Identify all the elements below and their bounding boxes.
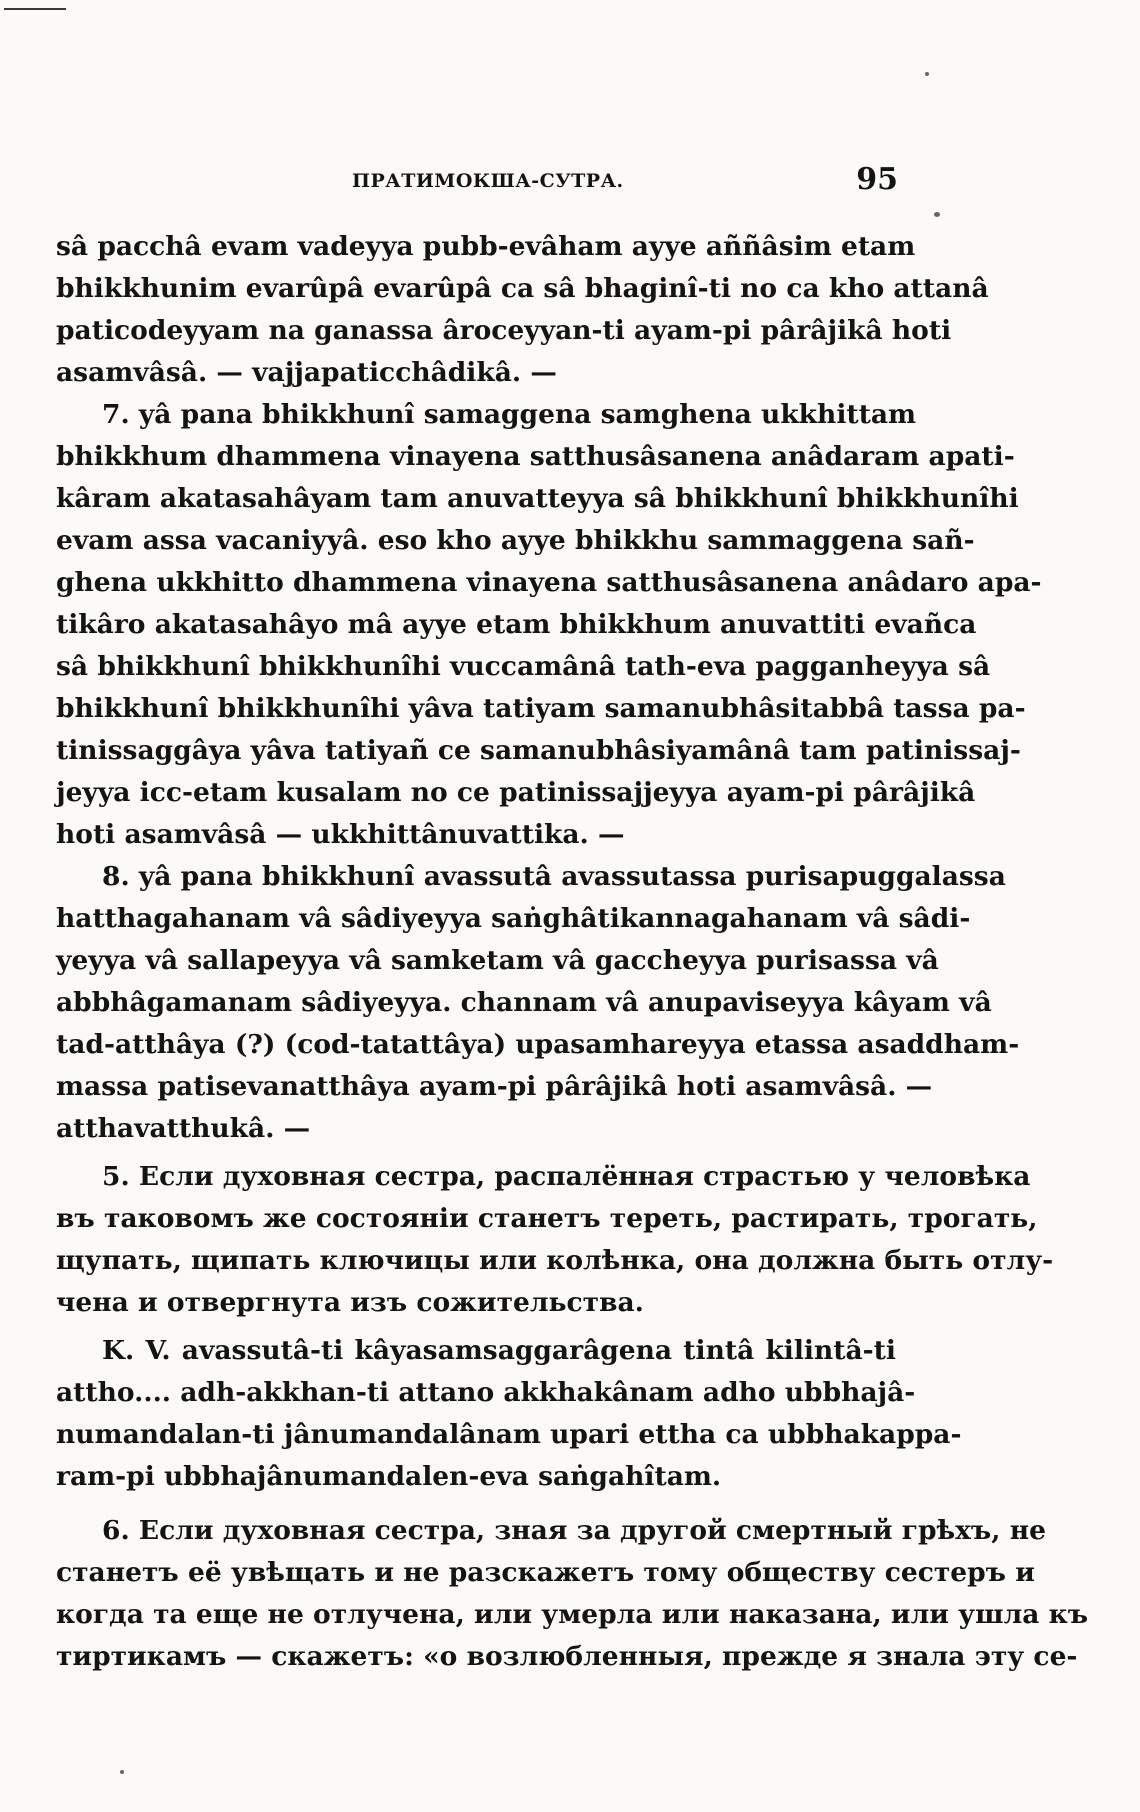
text-line: numandalan-ti jânumandalânam upari ettha ca ubbhakappa- bbox=[56, 1419, 962, 1450]
translation-paragraph bbox=[56, 1156, 1054, 1324]
text-line: tad-atthâya (?) (cod-tatattâya) upasamhareyya etassa asaddham- bbox=[56, 1029, 1020, 1060]
paragraph bbox=[56, 226, 989, 394]
text-line: tikâro akatasahâyo mâ ayye etam bhikkhum anuvattiti evañca bbox=[56, 609, 977, 640]
top-edge-rule bbox=[4, 8, 66, 10]
text-line: bhikkhunim evarûpâ evarûpâ ca sâ bhaginî-ti no ca kho attanâ bbox=[56, 273, 989, 304]
text-line: hoti asamvâsâ — ukkhittânuvattika. — bbox=[56, 819, 625, 850]
text-line: sâ bhikkhunî bhikkhunîhi vuccamânâ tath-eva pagganheyya sâ bbox=[56, 651, 991, 682]
text-line: станетъ её увѣщать и не разскажетъ тому обществу сестеръ и bbox=[56, 1557, 1035, 1588]
text-line: 8. yâ pana bhikkhunî avassutâ avassutassa purisapuggalassa bbox=[102, 861, 1006, 892]
print-speck bbox=[120, 1770, 124, 1774]
text-line: tinissaggâya yâva tatiyañ ce samanubhâsiyamânâ tam patinissaj- bbox=[56, 735, 1021, 766]
text-line: abbhâgamanam sâdiyeyya. channam vâ anupaviseyya kâyam vâ bbox=[56, 987, 992, 1018]
text-line: sâ pacchâ evam vadeyya pubb-evâham ayye aññâsim etam bbox=[56, 231, 916, 262]
text-line: въ таковомъ же состояніи станетъ тереть, растирать, трогать, bbox=[56, 1203, 1038, 1234]
text-line: atthavatthukâ. — bbox=[56, 1113, 311, 1144]
text-line: чена и отвергнута изъ сожительства. bbox=[56, 1287, 644, 1318]
paragraph bbox=[56, 394, 1042, 856]
paragraph bbox=[56, 856, 1020, 1150]
text-line: K. V. avassutâ-ti kâyasamsaggarâgena tintâ kilintâ-ti bbox=[102, 1335, 896, 1366]
page-header bbox=[56, 162, 898, 202]
text-line: attho.... adh-akkhan-ti attano akkhakânam adho ubbhajâ- bbox=[56, 1377, 916, 1408]
translation-paragraph bbox=[56, 1510, 1089, 1678]
text-line: 5. Если духовная сестра, распалённая страстью у человѣка bbox=[102, 1161, 1031, 1192]
page-number: 95 bbox=[856, 162, 898, 197]
text-line: massa patisevanatthâya ayam-pi pârâjikâ hoti asamvâsâ. — bbox=[56, 1071, 933, 1102]
text-line: evam assa vacaniyyâ. eso kho ayye bhikkhu sammaggena sañ- bbox=[56, 525, 975, 556]
text-line: paticodeyyam na ganassa âroceyyan-ti ayam-pi pârâjikâ hoti bbox=[56, 315, 952, 346]
text-line: 7. yâ pana bhikkhunî samaggena samghena ukkhittam bbox=[102, 399, 917, 430]
running-title: ПРАТИМОКША-СУТРА. bbox=[352, 170, 624, 192]
print-speck bbox=[934, 212, 940, 217]
text-line: ram-pi ubbhajânumandalen-eva saṅgahîtam. bbox=[56, 1461, 722, 1492]
text-line: щупать, щипать ключицы или колѣнка, она должна быть отлу- bbox=[56, 1245, 1054, 1276]
text-line: когда та еще не отлучена, или умерла или наказана, или ушла къ bbox=[56, 1599, 1089, 1630]
page-body bbox=[56, 226, 1089, 1678]
text-line: 6. Если духовная сестра, зная за другой смертный грѣхъ, не bbox=[102, 1515, 1046, 1546]
text-line: jeyya icc-etam kusalam no ce patinissajjeyya ayam-pi pârâjikâ bbox=[56, 777, 976, 808]
text-line: hatthagahanam vâ sâdiyeyya saṅghâtikannagahanam vâ sâdi- bbox=[56, 903, 971, 934]
text-line: bhikkhunî bhikkhunîhi yâva tatiyam samanubhâsitabbâ tassa pa- bbox=[56, 693, 1026, 724]
text-line: yeyya vâ sallapeyya vâ samketam vâ gaccheyya purisassa vâ bbox=[56, 945, 939, 976]
text-line: kâram akatasahâyam tam anuvatteyya sâ bhikkhunî bhikkhunîhi bbox=[56, 483, 1019, 514]
text-line: ghena ukkhitto dhammena vinayena satthusâsanena anâdaro apa- bbox=[56, 567, 1042, 598]
text-line: asamvâsâ. — vajjapaticchâdikâ. — bbox=[56, 357, 557, 388]
commentary-paragraph bbox=[56, 1330, 962, 1498]
print-speck bbox=[925, 72, 929, 76]
text-line: тиртикамъ — скажетъ: «о возлюбленныя, прежде я знала эту се- bbox=[56, 1641, 1078, 1672]
text-line: bhikkhum dhammena vinayena satthusâsanena anâdaram apati- bbox=[56, 441, 1015, 472]
